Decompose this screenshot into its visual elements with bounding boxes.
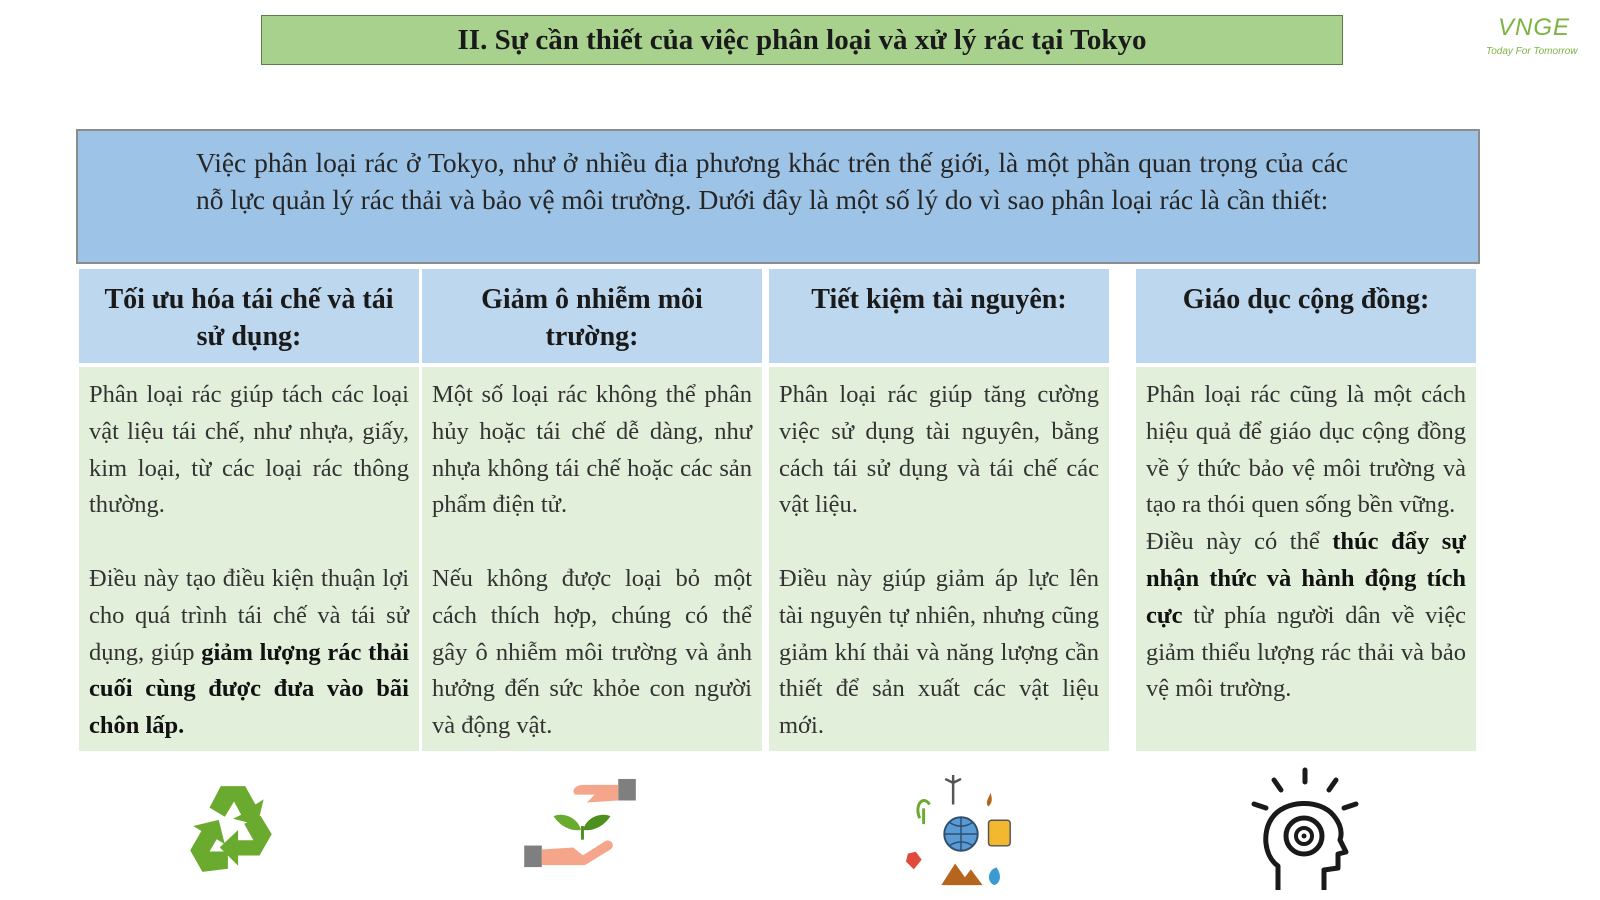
column-body bbox=[1136, 367, 1476, 751]
emphasis-text: giảm lượng rác thải cuối cùng được đưa vào bãi chôn lấp. bbox=[89, 638, 409, 740]
logo-brand: VNGE bbox=[1498, 14, 1571, 41]
reason-column-education bbox=[1136, 269, 1476, 751]
hands-plant-icon bbox=[522, 777, 640, 871]
column-paragraph-2: Nếu không được loại bỏ một cách thích hợp, chúng có thể gây ô nhiễm môi trường và ảnh hưởng đến sức khỏe con người và động vật. bbox=[432, 564, 752, 740]
column-paragraph-1: Phân loại rác giúp tăng cường việc sử dụng tài nguyên, bằng cách tái sử dụng và tái chế các vật liệu. bbox=[779, 381, 1099, 519]
vnge-logo bbox=[1478, 8, 1596, 60]
column-body bbox=[79, 367, 419, 751]
reason-column-recycling bbox=[79, 269, 419, 751]
column-heading: Giảm ô nhiễm môi trường: bbox=[422, 269, 762, 363]
slide-title: II. Sự cần thiết của việc phân loại và xử lý rác tại Tokyo bbox=[261, 15, 1343, 65]
column-body bbox=[769, 367, 1109, 751]
column-body bbox=[422, 367, 762, 751]
idea-head-icon bbox=[1248, 766, 1362, 894]
column-paragraph-2: Điều này có thể thúc đẩy sự nhận thức và hành động tích cực từ phía người dân về việc giảm thiểu lượng rác thải và bảo vệ môi trường. bbox=[1146, 528, 1466, 703]
column-heading: Giáo dục cộng đồng: bbox=[1136, 269, 1476, 363]
column-paragraph-1: Phân loại rác cũng là một cách hiệu quả để giáo dục cộng đồng về ý thức bảo vệ môi trường và tạo ra thói quen sống bền vững. bbox=[1146, 381, 1466, 519]
column-heading: Tiết kiệm tài nguyên: bbox=[769, 269, 1109, 363]
reason-column-resources bbox=[769, 269, 1109, 751]
emphasis-text: thúc đẩy sự nhận thức và hành động tích cực bbox=[1146, 528, 1466, 629]
column-paragraph-1: Một số loại rác không thể phân hủy hoặc tái chế dễ dàng, như nhựa không tái chế hoặc các sản phẩm điện tử. bbox=[432, 381, 752, 519]
intro-text: Việc phân loại rác ở Tokyo, như ở nhiều địa phương khác trên thế giới, là một phần quan trọng của các nỗ lực quản lý rác thải và bảo vệ môi trường. Dưới đây là một số lý do vì sao phân loại rác là cần thiết: bbox=[76, 129, 1480, 264]
natural-resources-icon bbox=[902, 775, 1020, 893]
logo-tagline: Today For Tomorrow bbox=[1486, 46, 1578, 57]
column-paragraph-1: Phân loại rác giúp tách các loại vật liệu tái chế, như nhựa, giấy, kim loại, từ các loại rác thông thường. bbox=[89, 381, 409, 519]
column-paragraph-2: Điều này tạo điều kiện thuận lợi cho quá trình tái chế và tái sử dụng, giúp giảm lượng rác thải cuối cùng được đưa vào bãi chôn lấp. bbox=[89, 564, 409, 740]
column-heading: Tối ưu hóa tái chế và tái sử dụng: bbox=[79, 269, 419, 363]
recycle-icon bbox=[180, 778, 286, 880]
reason-column-pollution bbox=[422, 269, 762, 751]
column-paragraph-2: Điều này giúp giảm áp lực lên tài nguyên tự nhiên, nhưng cũng giảm khí thải và năng lượng cần thiết để sản xuất các vật liệu mới. bbox=[779, 564, 1099, 740]
